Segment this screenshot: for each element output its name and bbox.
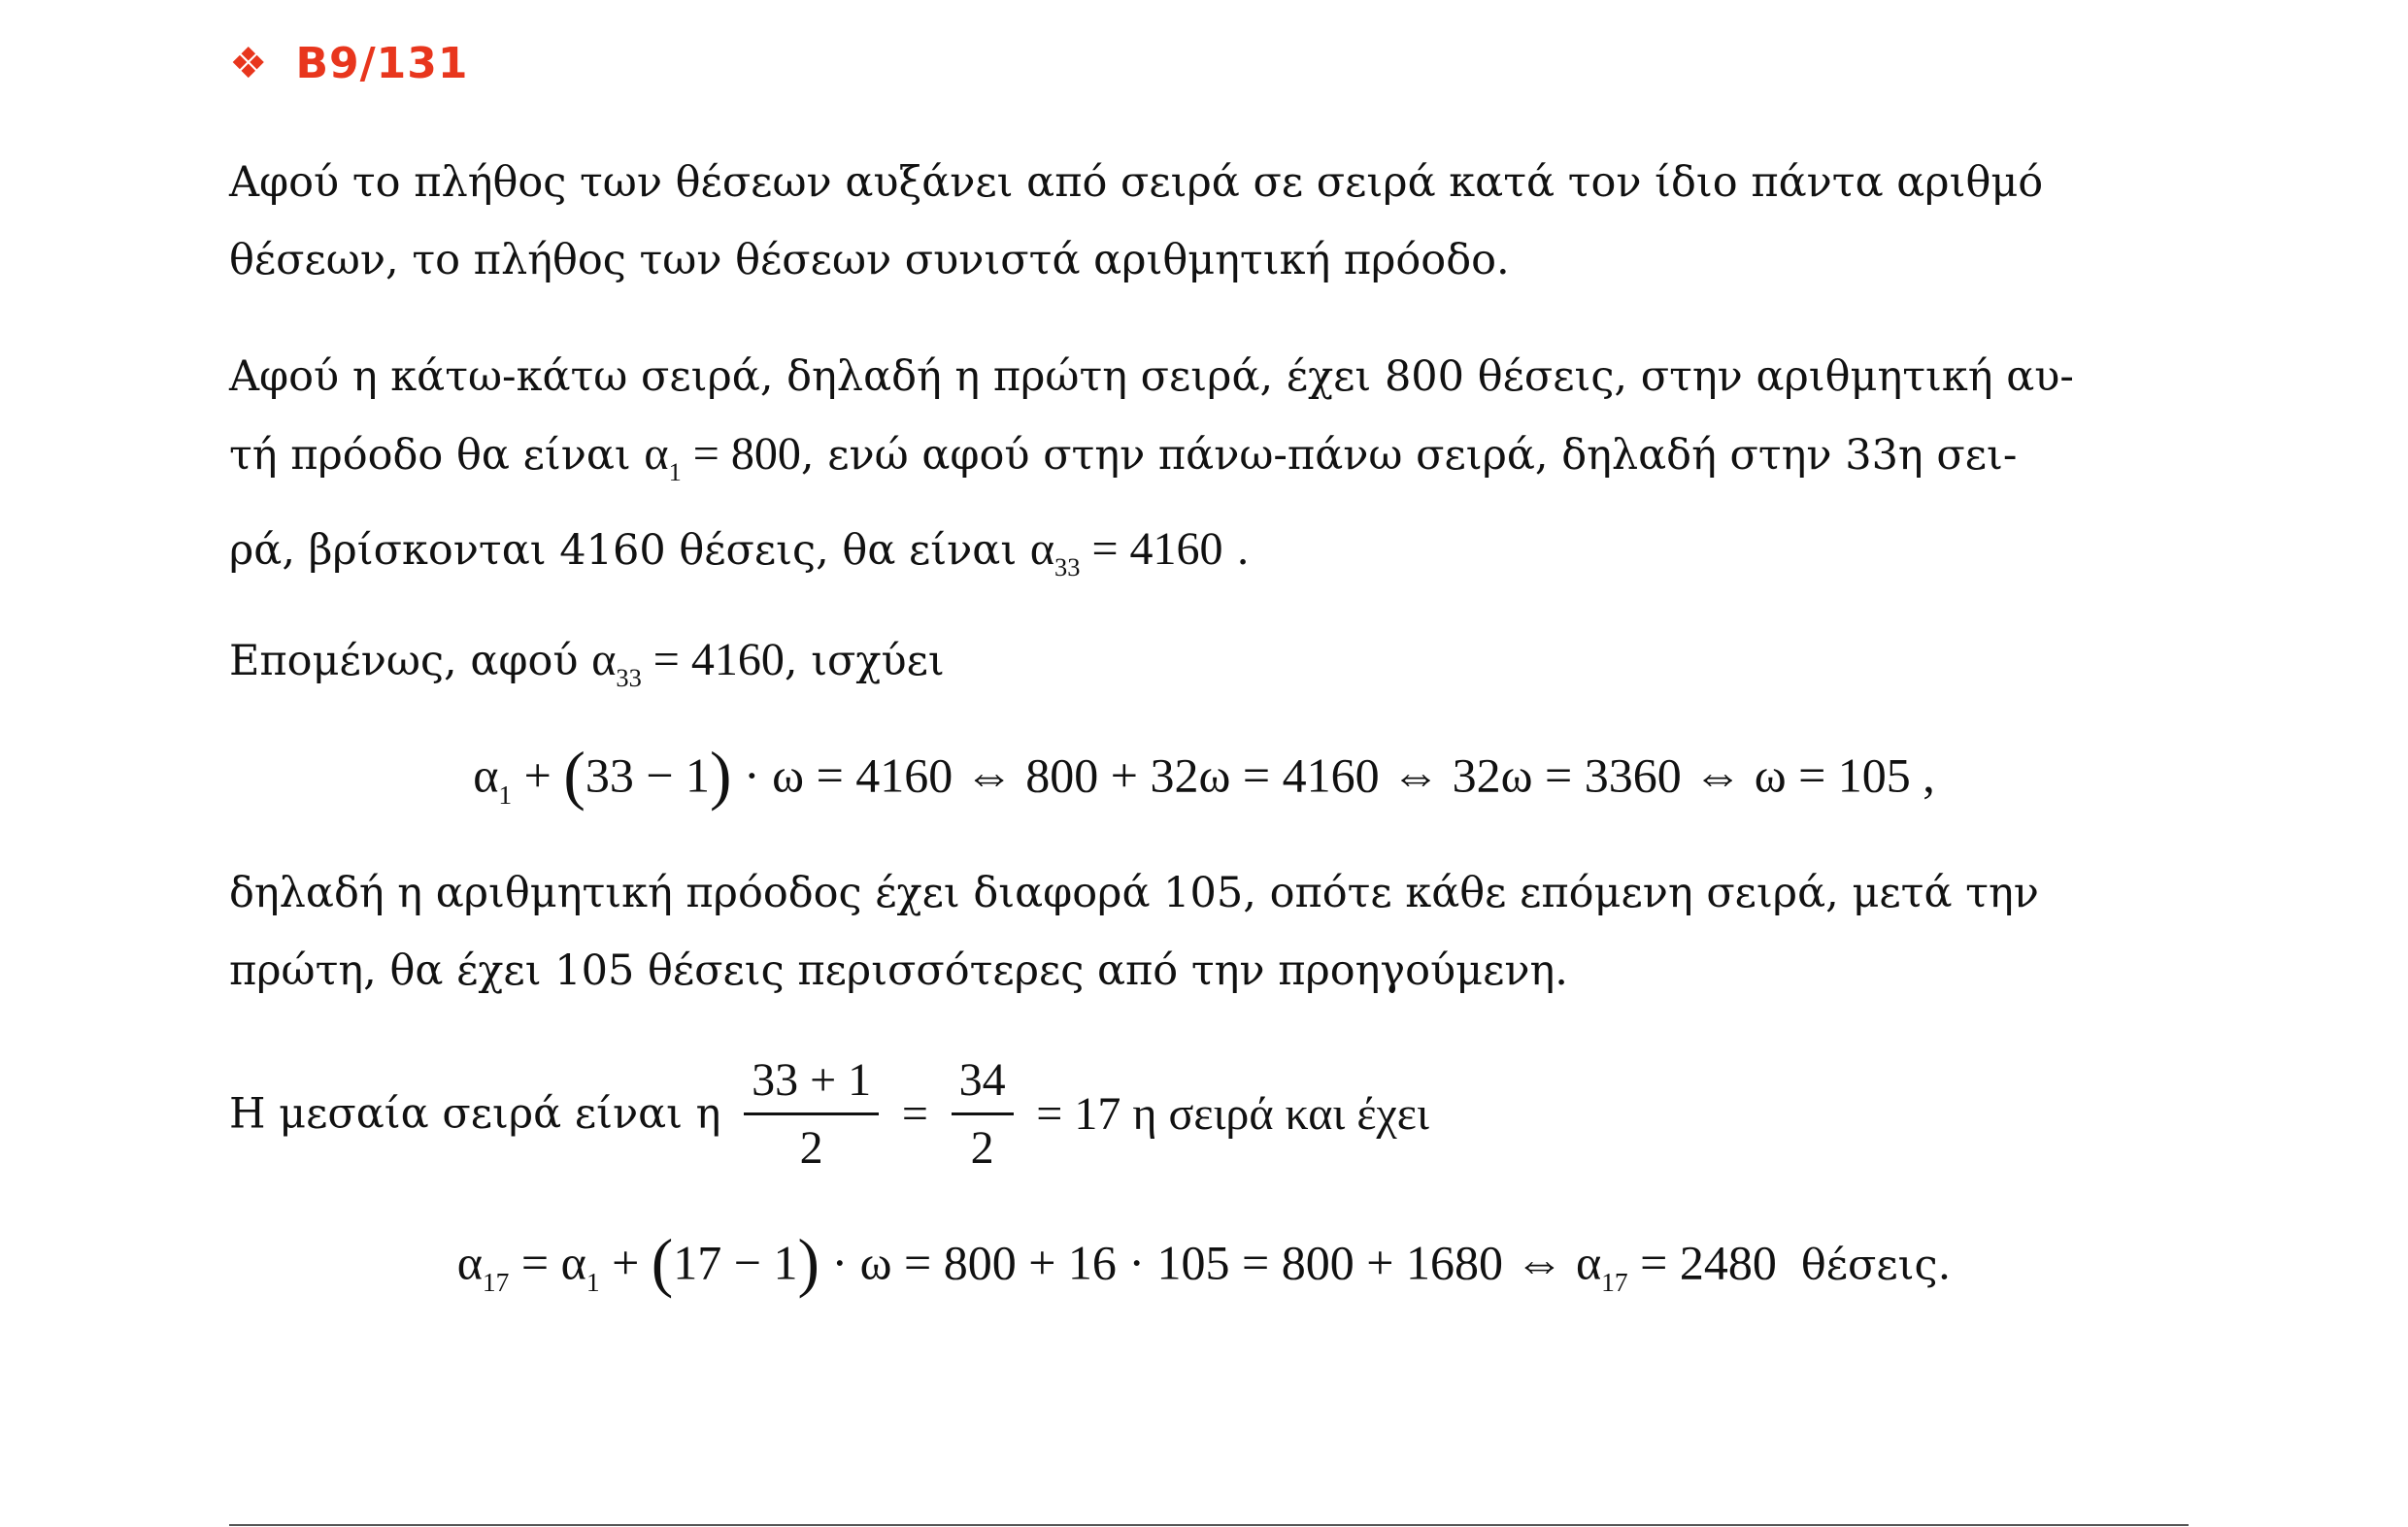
- middle-row-equation: $\alpha_{17} = \alpha_1 + (17 - 1) \cdot \omega = 800 + 16 \cdot 105 = 800 + 1680$ ⇔ $\alpha_{17} = 2480$ θέσεις.: [456, 1226, 1952, 1299]
- first-term-paragraph: [229, 338, 2191, 606]
- middle-row-paragraph: Η μεσαία σειρά είναι η $\frac{33 + 1}{2}$ = $\frac{34}{2}$ = 17 η σειρά και έχει: [229, 1054, 1429, 1174]
- a33-equals-4160: $\alpha_{33} = 4160$: [591, 634, 785, 692]
- paragraph-line: τή πρόοδο θα είναι $\alpha_1 = 800$, ενώ αφού στην πάνω-πάνω σειρά, δηλαδή στην 33η σει-: [229, 428, 2018, 486]
- fraction-33-plus-1-over-2: $\frac{33 + 1}{2}$: [744, 1053, 879, 1175]
- section-number: B9/131: [295, 39, 469, 88]
- diamond-bullet-icon: ❖: [229, 39, 269, 88]
- paragraph-line: ρά, βρίσκονται 4160 θέσεις, θα είναι $\alpha_{33} = 4160$ .: [229, 522, 1250, 581]
- therefore-paragraph: Επομένως, αφού $\alpha_{33} = 4160$, ισχύει: [229, 634, 945, 692]
- a33-equals-4160: $\alpha_{33} = 4160$: [1029, 522, 1223, 581]
- difference-equation: $\alpha_1 + (33 - 1) \cdot \omega = 4160$ ⇔ 800 + 32ω = 4160 ⇔ 32ω = 3360 ⇔ ω = 105 ,: [473, 739, 1935, 812]
- paragraph-line: πρώτη, θα έχει 105 θέσεις περισσότερες από την προηγούμενη.: [229, 946, 1568, 995]
- paragraph-line: Αφού η κάτω-κάτω σειρά, δηλαδή η πρώτη σειρά, έχει 800 θέσεις, στην αριθμητική αυ-: [229, 352, 2074, 401]
- intro-paragraph: Αφού το πλήθος των θέσεων αυξάνει από σειρά σε σειρά κατά τον ίδιο πάντα αριθμό θέσεων, το πλήθος των θέσεων συνιστά αριθμητική πρόοδο.: [229, 158, 2044, 284]
- difference-paragraph: [229, 854, 2191, 1010]
- a1-equals-800: $\alpha_1 = 800$: [644, 428, 801, 486]
- section-heading: [229, 39, 469, 88]
- page-divider: [229, 1524, 2189, 1526]
- fraction-34-over-2: $\frac{34}{2}$: [952, 1053, 1014, 1175]
- paragraph-line: δηλαδή η αριθμητική πρόοδος έχει διαφορά 105, οπότε κάθε επόμενη σειρά, μετά την: [229, 869, 2039, 917]
